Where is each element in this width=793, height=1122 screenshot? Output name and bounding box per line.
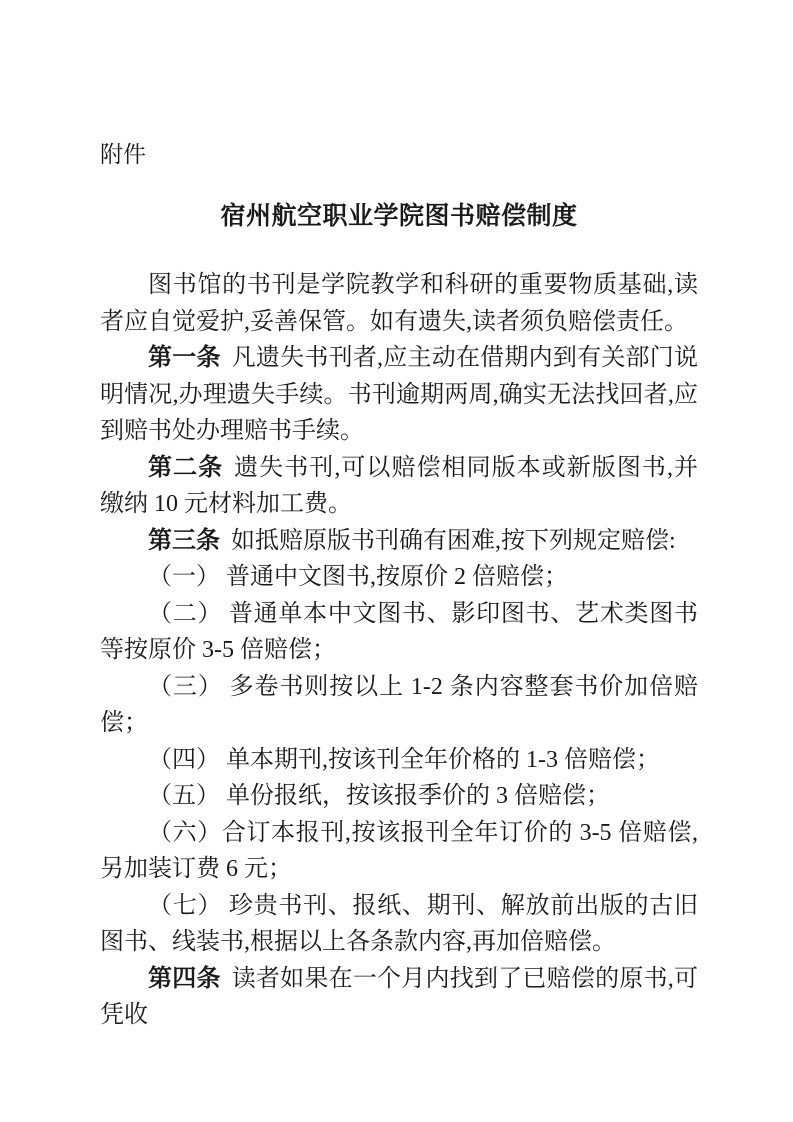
- paragraph: [100, 267, 698, 340]
- paragraph: [100, 450, 698, 523]
- paragraph: [100, 815, 698, 888]
- paragraph-text: （六）合订本报刊,按该报刊全年订价的 3-5 倍赔偿,另加装订费 6 元；: [100, 819, 698, 882]
- paragraph-text: 图书馆的书刊是学院教学和科研的重要物质基础,读者应自觉爱护,妥善保管。如有遗失,读者须负赔偿责任。: [100, 272, 698, 335]
- paragraph: [100, 742, 698, 779]
- attachment-label: 附件: [100, 142, 146, 167]
- paragraph-text: （三） 多卷书则按以上 1-2 条内容整套书价加倍赔偿；: [100, 673, 698, 736]
- clause-label: 第四条: [148, 965, 221, 992]
- page-title: 宿州航空职业学院图书赔偿制度: [220, 203, 578, 230]
- clause-label: 第三条: [148, 527, 220, 554]
- paragraph-text: 遗失书刊,可以赔偿相同版本或新版图书,并缴纳 10 元材料加工费。: [100, 454, 699, 517]
- clause-label: 第一条: [148, 345, 221, 371]
- paragraph: [100, 669, 698, 742]
- paragraph-text: 凡遗失书刊者,应主动在借期内到有关部门说明情况,办理遗失手续。书刊逾期两周,确实无法找回者,应到赔书处办理赔书手续。: [100, 345, 699, 444]
- paragraph: [100, 961, 698, 1034]
- paragraph-text: （七） 珍贵书刊、报纸、期刊、解放前出版的古旧图书、线装书,根据以上各条款内容,再加倍赔偿。: [100, 892, 698, 955]
- paragraph: [100, 523, 698, 560]
- clause-label: 第二条: [148, 454, 224, 481]
- paragraph: [100, 340, 698, 450]
- paragraph-text: 如抵赔原版书刊确有困难,按下列规定赔偿:: [231, 527, 676, 554]
- paragraph-text: 读者如果在一个月内找到了已赔偿的原书,可凭收: [100, 965, 699, 1028]
- paragraph-text: （五） 单份报纸，按该报季价的 3 倍赔偿；: [148, 783, 610, 809]
- document-body: [100, 267, 698, 1034]
- paragraph: [100, 888, 698, 961]
- paragraph: [100, 596, 698, 669]
- paragraph: [100, 778, 698, 815]
- paragraph-text: （一） 普通中文图书,按原价 2 倍赔偿；: [148, 564, 568, 590]
- paragraph-text: （二） 普通单本中文图书、影印图书、艺术类图书等按原价 3-5 倍赔偿；: [100, 600, 698, 663]
- paragraph: [100, 559, 698, 596]
- paragraph-text: （四） 单本期刊,按该刊全年价格的 1-3 倍赔偿；: [148, 746, 660, 773]
